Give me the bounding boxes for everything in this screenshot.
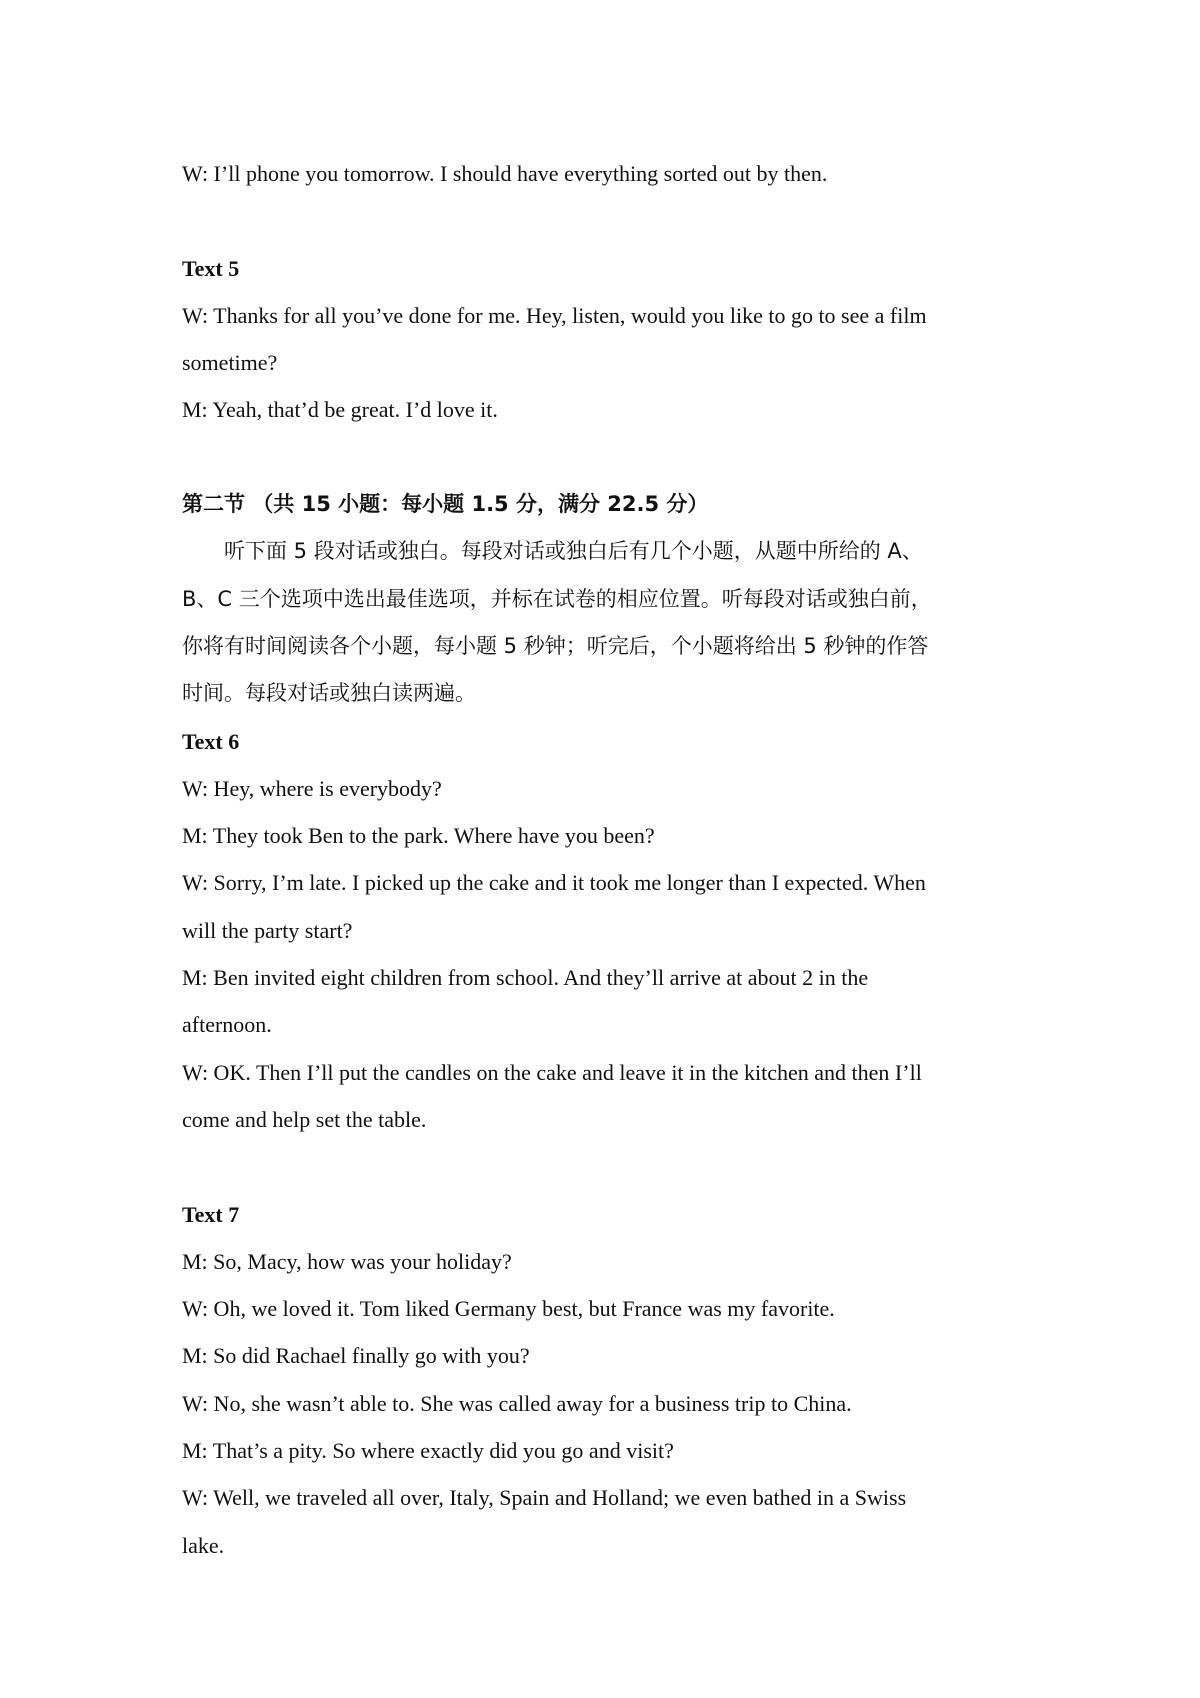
instruction-line: 听下面 5 段对话或独白。每段对话或独白后有几个小题，从题中所给的 A、 (224, 539, 923, 564)
instruction-line: 你将有时间阅读各个小题，每小题 5 秒钟；听完后，个小题将给出 5 秒钟的作答 (182, 633, 929, 658)
dialogue-line: W: I’ll phone you tomorrow. I should have everything sorted out by then. (182, 161, 828, 186)
document-page (182, 150, 1032, 1569)
dialogue-line: M: That’s a pity. So where exactly did you go and visit? (182, 1438, 674, 1464)
text-5-heading: Text 5 (182, 255, 240, 281)
dialogue-line: W: Sorry, I’m late. I picked up the cake and it took me longer than I expected. When (182, 870, 926, 896)
dialogue-line: W: Well, we traveled all over, Italy, Spain and Holland; we even bathed in a Swiss (182, 1485, 907, 1511)
dialogue-line: M: Ben invited eight children from school. And they’ll arrive at about 2 in the (182, 965, 869, 991)
dialogue-line: sometime? (182, 350, 278, 376)
instruction-line: 时间。每段对话或独白读两遍。 (182, 681, 476, 706)
spacer (182, 434, 1032, 481)
dialogue-line: W: OK. Then I’ll put the candles on the cake and leave it in the kitchen and then I’ll (182, 1059, 922, 1085)
dialogue-line: M: Yeah, that’d be great. I’d love it. (182, 397, 498, 423)
section-two-title: 第二节 （共 15 小题：每小题 1.5 分，满分 22.5 分） (182, 492, 709, 517)
dialogue-line: W: Hey, where is everybody? (182, 775, 442, 801)
dialogue-line: W: Oh, we loved it. Tom liked Germany best, but France was my favorite. (182, 1296, 835, 1322)
dialogue-line: lake. (182, 1532, 225, 1558)
dialogue-line: afternoon. (182, 1012, 272, 1038)
spacer (182, 1143, 1032, 1190)
dialogue-line: M: So did Rachael finally go with you? (182, 1343, 530, 1369)
text-6-heading: Text 6 (182, 728, 240, 754)
text-7-heading: Text 7 (182, 1201, 240, 1227)
spacer (182, 197, 1032, 244)
dialogue-line: W: Thanks for all you’ve done for me. Hey, listen, would you like to go to see a film (182, 302, 927, 328)
instruction-line: B、C 三个选项中选出最佳选项，并标在试卷的相应位置。听每段对话或独白前， (182, 586, 932, 611)
dialogue-line: W: No, she wasn’t able to. She was called away for a business trip to China. (182, 1390, 852, 1416)
dialogue-line: M: So, Macy, how was your holiday? (182, 1248, 512, 1274)
dialogue-line: M: They took Ben to the park. Where have you been? (182, 823, 655, 849)
dialogue-line: come and help set the table. (182, 1106, 427, 1132)
dialogue-line: will the party start? (182, 917, 353, 943)
